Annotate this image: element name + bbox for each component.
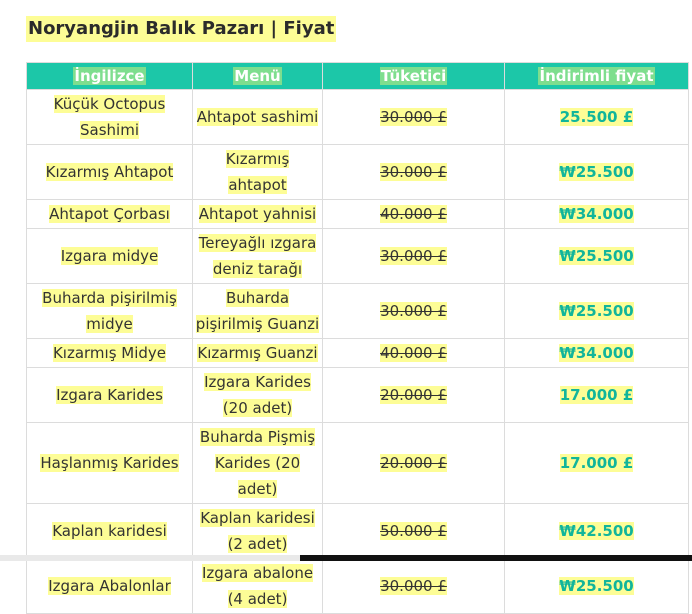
discount-price-cell: ₩25.500 xyxy=(505,229,689,284)
menu-cell: Buharda pişirilmiş Guanzi xyxy=(193,284,323,339)
discount-price-cell: 25.500 £ xyxy=(505,90,689,145)
table-header-row xyxy=(27,63,689,90)
discount-price-cell: 17.000 £ xyxy=(505,423,689,504)
english-cell: Ahtapot Çorbası xyxy=(27,200,193,229)
english-cell: Küçük Octopus Sashimi xyxy=(27,90,193,145)
discount-price-cell: ₩34.000 xyxy=(505,339,689,368)
discount-price-cell: ₩25.500 xyxy=(505,284,689,339)
menu-cell: Tereyağlı ızgara deniz tarağı xyxy=(193,229,323,284)
consumer-price-cell: 30.000 £ xyxy=(323,559,505,614)
table-row xyxy=(27,559,689,614)
table-row xyxy=(27,229,689,284)
discount-price-cell: ₩25.500 xyxy=(505,145,689,200)
bottom-edge-strip xyxy=(0,555,692,561)
table-row xyxy=(27,423,689,504)
consumer-price-cell: 20.000 £ xyxy=(323,423,505,504)
consumer-price-cell: 30.000 £ xyxy=(323,90,505,145)
bottom-edge-light xyxy=(0,555,300,561)
header-consumer: Tüketici xyxy=(323,63,505,90)
consumer-price-cell: 30.000 £ xyxy=(323,145,505,200)
table-row xyxy=(27,200,689,229)
discount-price-cell: ₩42.500 xyxy=(505,504,689,559)
english-cell: Haşlanmış Karides xyxy=(27,423,193,504)
menu-cell: Kızarmış Guanzi xyxy=(193,339,323,368)
menu-cell: Izgara abalone (4 adet) xyxy=(193,559,323,614)
english-cell: Kızarmış Midye xyxy=(27,339,193,368)
table-row xyxy=(27,284,689,339)
consumer-price-cell: 40.000 £ xyxy=(323,200,505,229)
price-table xyxy=(26,62,689,614)
menu-cell: Kaplan karidesi (2 adet) xyxy=(193,504,323,559)
english-cell: Izgara Abalonlar xyxy=(27,559,193,614)
menu-cell: Ahtapot sashimi xyxy=(193,90,323,145)
english-cell: Kaplan karidesi xyxy=(27,504,193,559)
consumer-price-cell: 30.000 £ xyxy=(323,229,505,284)
consumer-price-cell: 50.000 £ xyxy=(323,504,505,559)
menu-cell: Buharda Pişmiş Karides (20 adet) xyxy=(193,423,323,504)
english-cell: Izgara Karides xyxy=(27,368,193,423)
table-row xyxy=(27,145,689,200)
discount-price-cell: ₩34.000 xyxy=(505,200,689,229)
english-cell: Kızarmış Ahtapot xyxy=(27,145,193,200)
table-row xyxy=(27,368,689,423)
discount-price-cell: ₩25.500 xyxy=(505,559,689,614)
table-row xyxy=(27,339,689,368)
consumer-price-cell: 40.000 £ xyxy=(323,339,505,368)
english-cell: Buharda pişirilmiş midye xyxy=(27,284,193,339)
english-cell: Izgara midye xyxy=(27,229,193,284)
menu-cell: Izgara Karides (20 adet) xyxy=(193,368,323,423)
consumer-price-cell: 30.000 £ xyxy=(323,284,505,339)
table-row xyxy=(27,504,689,559)
header-discount: İndirimli fiyat xyxy=(505,63,689,90)
consumer-price-cell: 20.000 £ xyxy=(323,368,505,423)
menu-cell: Kızarmış ahtapot xyxy=(193,145,323,200)
header-english: İngilizce xyxy=(27,63,193,90)
menu-cell: Ahtapot yahnisi xyxy=(193,200,323,229)
page-title: Noryangjin Balık Pazarı | Fiyat xyxy=(26,16,336,42)
discount-price-cell: 17.000 £ xyxy=(505,368,689,423)
table-row xyxy=(27,90,689,145)
header-menu: Menü xyxy=(193,63,323,90)
